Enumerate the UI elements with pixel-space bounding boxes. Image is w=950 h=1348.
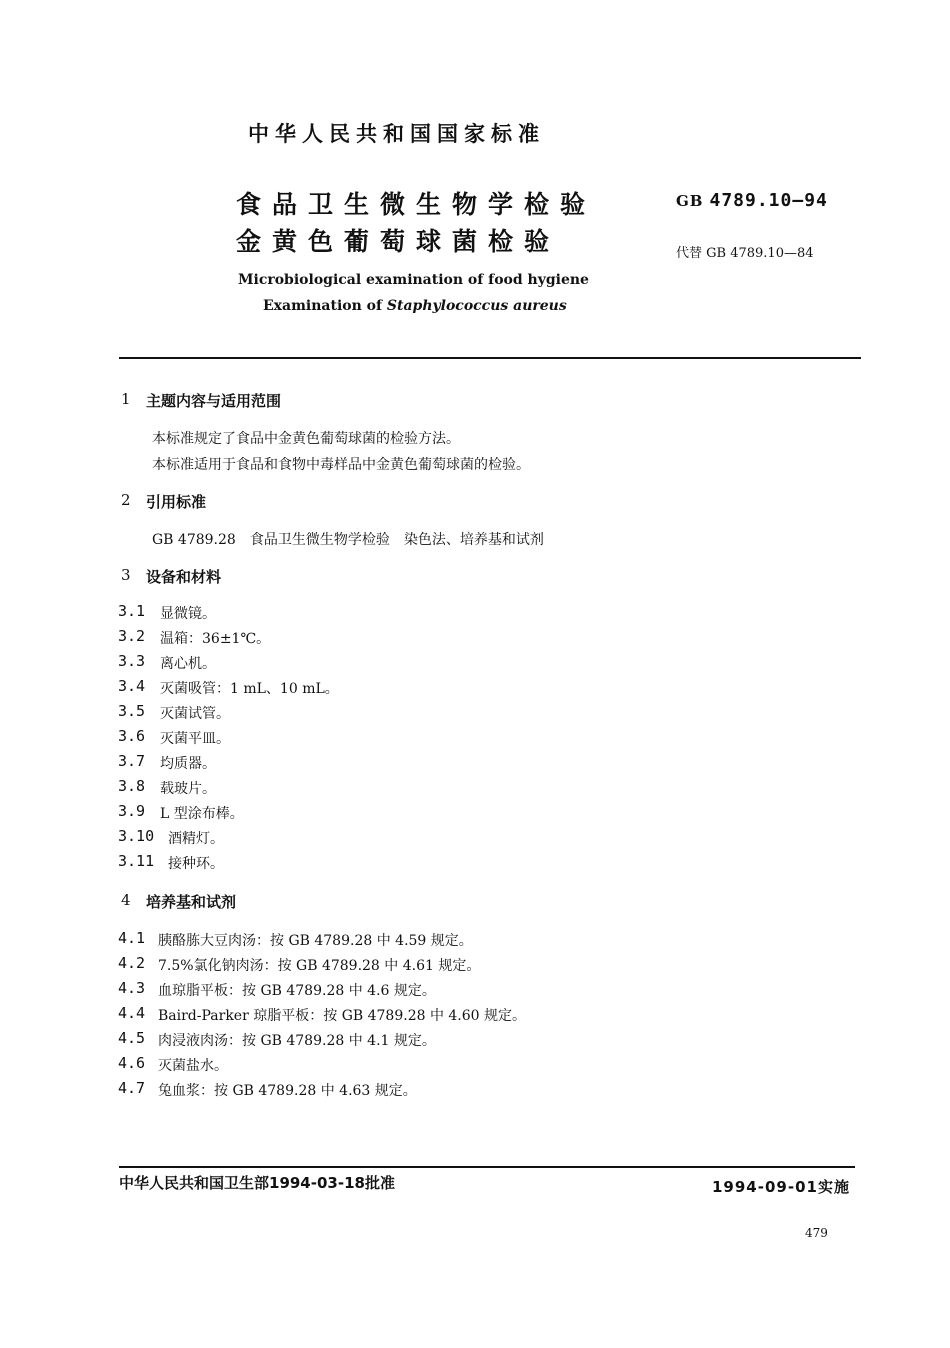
list-item-number: 3.10 bbox=[118, 827, 155, 845]
list-item-number: 3.11 bbox=[118, 852, 155, 870]
approval-statement: 中华人民共和国卫生部1994-03-18批准 bbox=[119, 1174, 395, 1192]
page-number: 479 bbox=[805, 1226, 828, 1240]
list-item-number: 4.6 bbox=[118, 1054, 146, 1072]
section-1-paragraph: 本标准适用于食品和食物中毒样品中金黄色葡萄球菌的检验。 bbox=[152, 457, 530, 473]
list-item: 灭菌盐水。 bbox=[158, 1058, 228, 1074]
section-1-paragraph: 本标准规定了食品中金黄色葡萄球菌的检验方法。 bbox=[152, 431, 460, 447]
list-item: Baird-Parker 琼脂平板：按 GB 4789.28 中 4.60 规定。 bbox=[158, 1008, 527, 1024]
list-item: 7.5%氯化钠肉汤：按 GB 4789.28 中 4.61 规定。 bbox=[158, 958, 481, 974]
standard-code bbox=[676, 190, 828, 211]
list-item-number: 3.5 bbox=[118, 702, 146, 720]
list-item-number: 3.7 bbox=[118, 752, 146, 770]
list-item: 胰酪胨大豆肉汤：按 GB 4789.28 中 4.59 规定。 bbox=[158, 933, 473, 949]
list-item-number: 3.2 bbox=[118, 627, 146, 645]
list-item: 均质器。 bbox=[160, 756, 216, 772]
country-standard-heading: 中华人民共和国国家标准 bbox=[248, 122, 545, 146]
standard-code-prefix: GB bbox=[676, 192, 704, 210]
english-title-line-1: Microbiological examination of food hygiene bbox=[238, 272, 589, 288]
list-item: 温箱：36±1℃。 bbox=[160, 631, 271, 647]
section-1-title: 主题内容与适用范围 bbox=[146, 392, 282, 410]
section-1-number: 1 bbox=[121, 390, 131, 408]
english-title-prefix: Examination of bbox=[263, 298, 387, 314]
section-3-title: 设备和材料 bbox=[146, 568, 222, 586]
list-item-number: 4.4 bbox=[118, 1004, 146, 1022]
list-item: 显微镜。 bbox=[160, 606, 216, 622]
header-divider bbox=[119, 357, 861, 359]
list-item: 肉浸液肉汤：按 GB 4789.28 中 4.1 规定。 bbox=[158, 1033, 436, 1049]
implementation-date: 1994-09-01实施 bbox=[712, 1178, 850, 1196]
list-item: 酒精灯。 bbox=[168, 831, 224, 847]
list-item: 血琼脂平板：按 GB 4789.28 中 4.6 规定。 bbox=[158, 983, 436, 999]
list-item-number: 4.2 bbox=[118, 954, 146, 972]
list-item: 离心机。 bbox=[160, 656, 216, 672]
list-item-number: 3.4 bbox=[118, 677, 146, 695]
list-item: 灭菌平皿。 bbox=[160, 731, 230, 747]
list-item-number: 4.1 bbox=[118, 929, 146, 947]
list-item-number: 3.9 bbox=[118, 802, 146, 820]
list-item: L 型涂布棒。 bbox=[160, 806, 244, 822]
list-item: 灭菌吸管：1 mL、10 mL。 bbox=[160, 681, 339, 697]
chinese-title-line-1: 食品卫生微生物学检验 bbox=[236, 190, 597, 219]
english-title-line-2 bbox=[263, 298, 567, 314]
list-item-number: 3.3 bbox=[118, 652, 146, 670]
chinese-title-line-2: 金黄色葡萄球菌检验 bbox=[236, 227, 561, 256]
footer-divider bbox=[119, 1166, 855, 1168]
section-2-number: 2 bbox=[121, 491, 131, 509]
replaces-standard: 代替 GB 4789.10—84 bbox=[676, 246, 814, 261]
list-item: 兔血浆：按 GB 4789.28 中 4.63 规定。 bbox=[158, 1083, 417, 1099]
list-item-number: 3.8 bbox=[118, 777, 146, 795]
section-2-reference: GB 4789.28 食品卫生微生物学检验 染色法、培养基和试剂 bbox=[152, 532, 544, 548]
english-title-species: Staphylococcus aureus bbox=[386, 298, 567, 314]
list-item-number: 3.1 bbox=[118, 602, 146, 620]
list-item: 灭菌试管。 bbox=[160, 706, 230, 722]
list-item: 载玻片。 bbox=[160, 781, 216, 797]
section-3-number: 3 bbox=[121, 566, 131, 584]
list-item-number: 4.5 bbox=[118, 1029, 146, 1047]
list-item-number: 3.6 bbox=[118, 727, 146, 745]
standard-code-number: 4789.10—94 bbox=[709, 190, 828, 211]
section-4-number: 4 bbox=[121, 891, 131, 909]
list-item-number: 4.7 bbox=[118, 1079, 146, 1097]
list-item: 接种环。 bbox=[168, 856, 224, 872]
section-4-title: 培养基和试剂 bbox=[146, 893, 237, 911]
section-2-title: 引用标准 bbox=[146, 493, 207, 511]
list-item-number: 4.3 bbox=[118, 979, 146, 997]
